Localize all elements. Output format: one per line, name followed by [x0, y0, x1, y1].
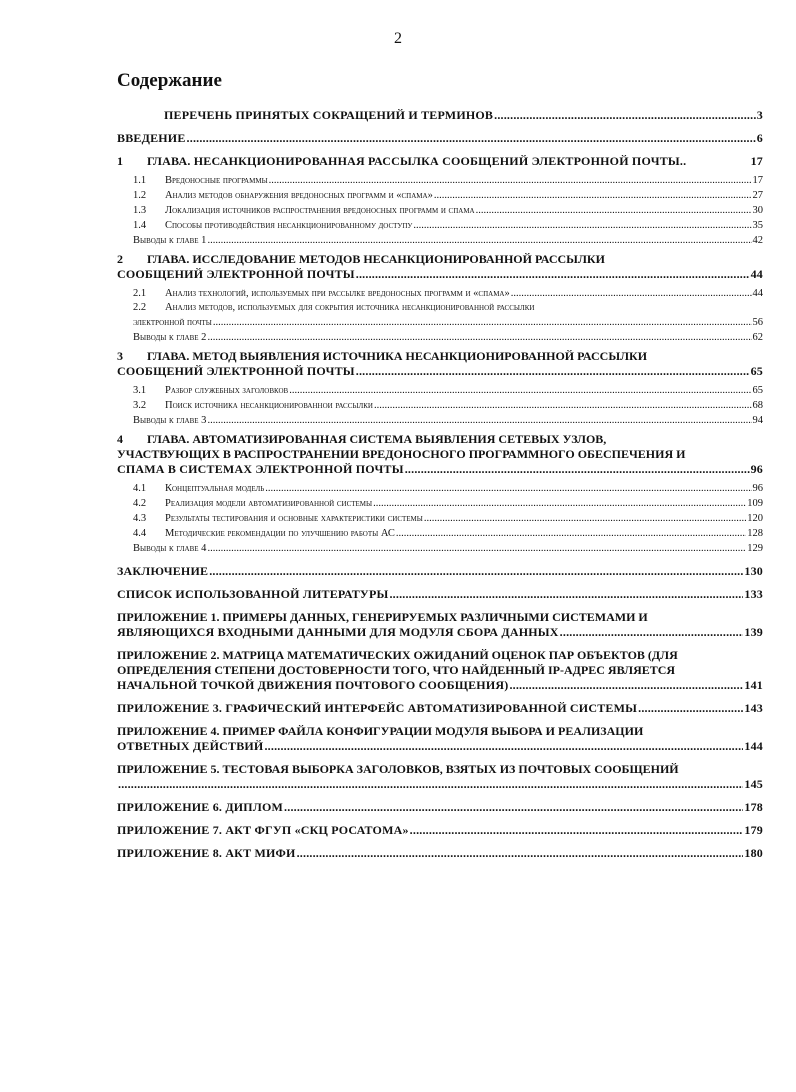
- toc-entry-conclusion: ЗАКЛЮЧЕНИЕ ..... 130: [117, 564, 763, 579]
- toc-section: 3.2 Поиск источника несанкционированнои рассылки ..... 68: [117, 398, 763, 413]
- toc-section: 1.3 Локализация источников распространения вредоносных программ и спама ..... 30: [117, 203, 763, 218]
- toc-appendix-7: ПРИЛОЖЕНИЕ 7. АКТ ФГУП «СКЦ РОСАТОМА» ..... 179: [117, 823, 763, 838]
- toc-appendix-2: ПРИЛОЖЕНИЕ 2. МАТРИЦА МАТЕМАТИЧЕСКИХ ОЖИДАНИЙ ОЦЕНОК ПАР ОБЪЕКТОВ (ДЛЯ ОПРЕДЕЛЕНИЯ СТЕПЕНИ ДОСТОВЕРНОСТИ ТОГО, ЧТО НАЙДЕННЫЙ IP-АДРЕС ЯВЛЯЕТСЯ НАЧАЛЬНОЙ ТОЧКОЙ ДВИЖЕНИЯ ПОЧТОВОГО СООБЩЕНИЯ) ..... 141: [117, 648, 763, 693]
- chapter-1-sections: [117, 169, 763, 252]
- toc-appendix-3: ПРИЛОЖЕНИЕ 3. ГРАФИЧЕСКИЙ ИНТЕРФЕЙС АВТОМАТИЗИРОВАННОЙ СИСТЕМЫ ..... 143: [117, 701, 763, 716]
- toc-appendix-8: ПРИЛОЖЕНИЕ 8. АКТ МИФИ ..... 180: [117, 846, 763, 861]
- toc-section: 4.3 Результаты тестирования и основные характеристики системы ..... 120: [117, 511, 763, 526]
- toc-chapter-4: 4 ГЛАВА. АВТОМАТИЗИРОВАННАЯ СИСТЕМА ВЫЯВЛЕНИЯ СЕТЕВЫХ УЗЛОВ, УЧАСТВУЮЩИХ В РАСПРОСТРАНЕНИИ ВРЕДОНОСНОГО ПРОГРАММНОГО ОБЕСПЕЧЕНИЯ И СПАМА В СИСТЕМАХ ЭЛЕКТРОННОЙ ПОЧТЫ ..... 96: [117, 432, 763, 477]
- toc-entry-introduction: ВВЕДЕНИЕ ..... 6: [117, 131, 763, 146]
- toc-chapter-3: 3 ГЛАВА. МЕТОД ВЫЯВЛЕНИЯ ИСТОЧНИКА НЕСАНКЦИОНИРОВАННОЙ РАССЫЛКИ СООБЩЕНИЙ ЭЛЕКТРОННОЙ ПОЧТЫ ..... 65: [117, 349, 763, 379]
- toc-entry-abbreviations: ПЕРЕЧЕНЬ ПРИНЯТЫХ СОКРАЩЕНИЙ И ТЕРМИНОВ ..... 3: [117, 108, 763, 123]
- toc-appendix-1: ПРИЛОЖЕНИЕ 1. ПРИМЕРЫ ДАННЫХ, ГЕНЕРИРУЕМЫХ РАЗЛИЧНЫМИ СИСТЕМАМИ И ЯВЛЯЮЩИХСЯ ВХОДНЫМИ ДАННЫМИ ДЛЯ МОДУЛЯ СБОРА ДАННЫХ ..... 139: [117, 610, 763, 640]
- toc-summary: Выводы к главе 2 ..... 62: [117, 330, 763, 345]
- chapter-4-sections: [117, 477, 763, 560]
- toc-section: 1.4 Способы противодействия несанкционированному доступу ..... 35: [117, 218, 763, 233]
- chapter-3-sections: [117, 379, 763, 432]
- toc-section: 1.2 Анализ методов обнаружения вредоносных программ и «спама» ..... 27: [117, 188, 763, 203]
- toc-summary: Выводы к главе 4 ..... 129: [117, 541, 763, 556]
- toc-appendix-4: ПРИЛОЖЕНИЕ 4. ПРИМЕР ФАЙЛА КОНФИГУРАЦИИ МОДУЛЯ ВЫБОРА И РЕАЛИЗАЦИИ ОТВЕТНЫХ ДЕЙСТВИЙ ..... 144: [117, 724, 763, 754]
- toc-appendix-6: ПРИЛОЖЕНИЕ 6. ДИПЛОМ ..... 178: [117, 800, 763, 815]
- toc-summary: Выводы к главе 3 ..... 94: [117, 413, 763, 428]
- toc-section: 1.1 Вредоносные программы ..... 17: [117, 173, 763, 188]
- toc-summary: Выводы к главе 1 ..... 42: [117, 233, 763, 248]
- toc-section: 2.1 Анализ технологий, используемых при рассылке вредоносных программ и «спама» ..... 44: [117, 286, 763, 301]
- page-title: Содержание: [117, 70, 222, 91]
- page-number: 2: [394, 30, 402, 47]
- toc-section: 4.2 Реализация модели автоматизированной системы ..... 109: [117, 496, 763, 511]
- toc-section: 4.1 Концептуальная модель ..... 96: [117, 481, 763, 496]
- toc-chapter-1: 1 ГЛАВА. НЕСАНКЦИОНИРОВАННАЯ РАССЫЛКА СООБЩЕНИЙ ЭЛЕКТРОННОЙ ПОЧТЫ.. 17: [117, 154, 763, 168]
- table-of-contents: [117, 108, 763, 861]
- toc-chapter-2: 2 ГЛАВА. ИССЛЕДОВАНИЕ МЕТОДОВ НЕСАНКЦИОНИРОВАННОЙ РАССЫЛКИ СООБЩЕНИЙ ЭЛЕКТРОННОЙ ПОЧТЫ ..... 44: [117, 252, 763, 282]
- toc-section: 4.4 Методические рекомендации по улучшению работы АС ..... 128: [117, 526, 763, 541]
- chapter-2-sections: [117, 282, 763, 349]
- toc-section: 3.1 Разбор служебных заголовков ..... 65: [117, 383, 763, 398]
- toc-section: 2.2 Анализ методов, используемых для сокрытия источника несанкционированной рассылки электронной почты ..... 56: [117, 301, 763, 330]
- toc-appendix-5: ПРИЛОЖЕНИЕ 5. ТЕСТОВАЯ ВЫБОРКА ЗАГОЛОВКОВ, ВЗЯТЫХ ИЗ ПОЧТОВЫХ СООБЩЕНИЙ ..... 145: [117, 762, 763, 792]
- toc-entry-references: СПИСОК ИСПОЛЬЗОВАННОЙ ЛИТЕРАТУРЫ ..... 133: [117, 587, 763, 602]
